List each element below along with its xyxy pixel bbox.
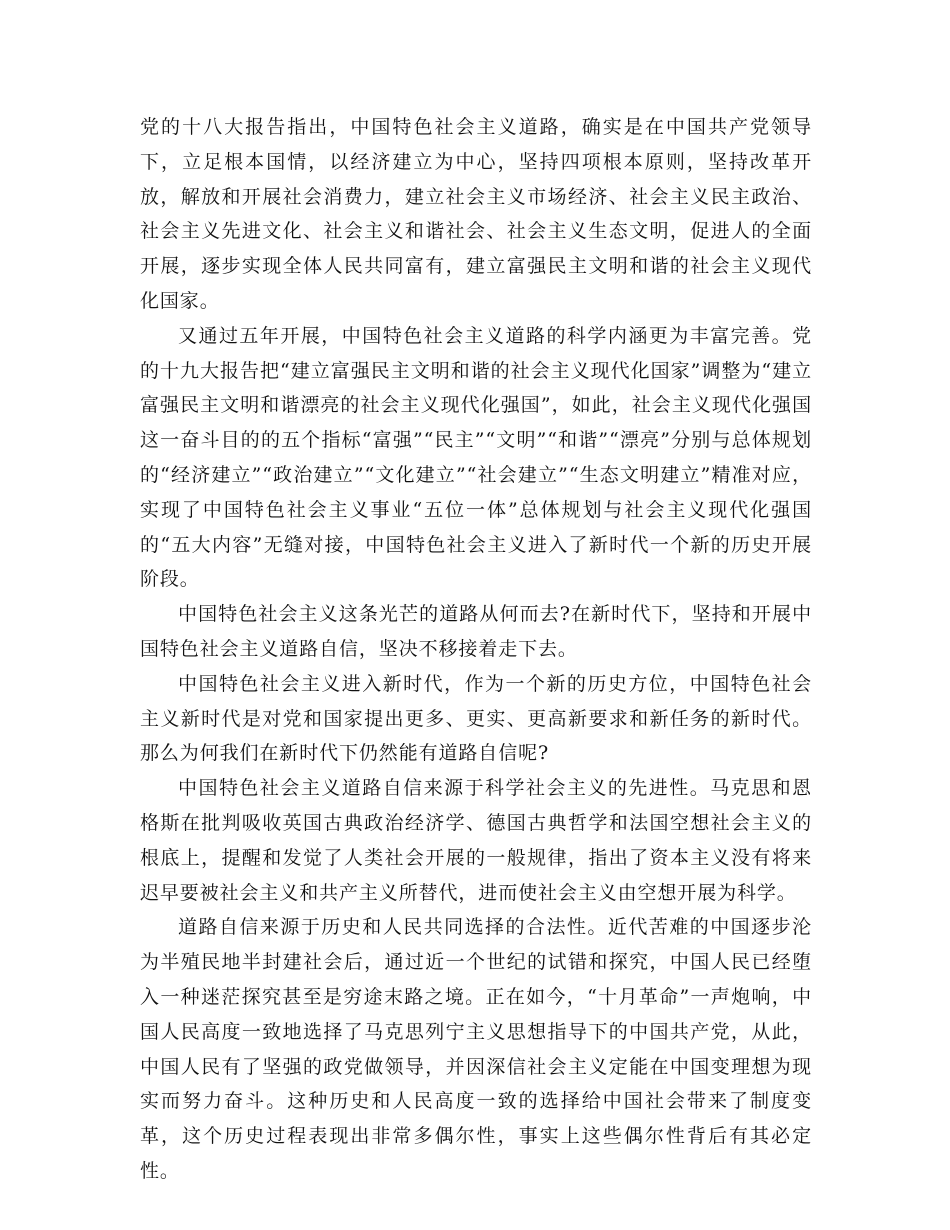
paragraph-6: 道路自信来源于历史和人民共同选择的合法性。近代苦难的中国逐步沦为半殖民地半封建社会后，通过近一个世纪的试错和探究，中国人民已经堕入一种迷茫探究甚至是穷途末路之境。正在如今，“十月革命”一声炮响，中国人民高度一致地选择了马克思列宁主义思想指导下的中国共产党，从此，中国人民有了坚强的政党做领导，并因深信社会主义定能在中国变理想为现实而努力奋斗。这种历史和人民高度一致的选择给中国社会带来了制度变革，这个历史过程表现出非常多偶尔性，事实上这些偶尔性背后有其必定性。 <box>140 916 812 1182</box>
paragraph-3: 中国特色社会主义这条光芒的道路从何而去?在新时代下，坚持和开展中国特色社会主义道路自信，坚决不移接着走下去。 <box>140 603 812 660</box>
paragraph-5: 中国特色社会主义道路自信来源于科学社会主义的先进性。马克思和恩格斯在批判吸收英国古典政治经济学、德国古典哲学和法国空想社会主义的根底上，提醒和发觉了人类社会开展的一般规律，指出了资本主义没有将来迟早要被社会主义和共产主义所替代，进而使社会主义由空想开展为科学。 <box>140 777 812 904</box>
paragraph-4: 中国特色社会主义进入新时代，作为一个新的历史方位，中国特色社会主义新时代是对党和国家提出更多、更实、更高新要求和新任务的新时代。那么为何我们在新时代下仍然能有道路自信呢? <box>140 672 812 765</box>
paragraph-1: 党的十八大报告指出，中国特色社会主义道路，确实是在中国共产党领导下，立足根本国情，以经济建立为中心，坚持四项根本原则，坚持改革开放，解放和开展社会消费力，建立社会主义市场经济、社会主义民主政治、社会主义先进文化、社会主义和谐社会、社会主义生态文明，促进人的全面开展，逐步实现全体人民共同富有，建立富强民主文明和谐的社会主义现代化国家。 <box>140 116 812 312</box>
paragraph-2: 又通过五年开展，中国特色社会主义道路的科学内涵更为丰富完善。党的十九大报告把“建立富强民主文明和谐的社会主义现代化国家”调整为“建立富强民主文明和谐漂亮的社会主义现代化强国”，如此，社会主义现代化强国这一奋斗目的的五个指标“富强”“民主”“文明”“和谐”“漂亮”分别与总体规划的“经济建立”“政治建立”“文化建立”“社会建立”“生态文明建立”精准对应，实现了中国特色社会主义事业“五位一体”总体规划与社会主义现代化强国的“五大内容”无缝对接，中国特色社会主义进入了新时代一个新的历史开展阶段。 <box>140 324 812 591</box>
document-body <box>140 110 812 1189</box>
